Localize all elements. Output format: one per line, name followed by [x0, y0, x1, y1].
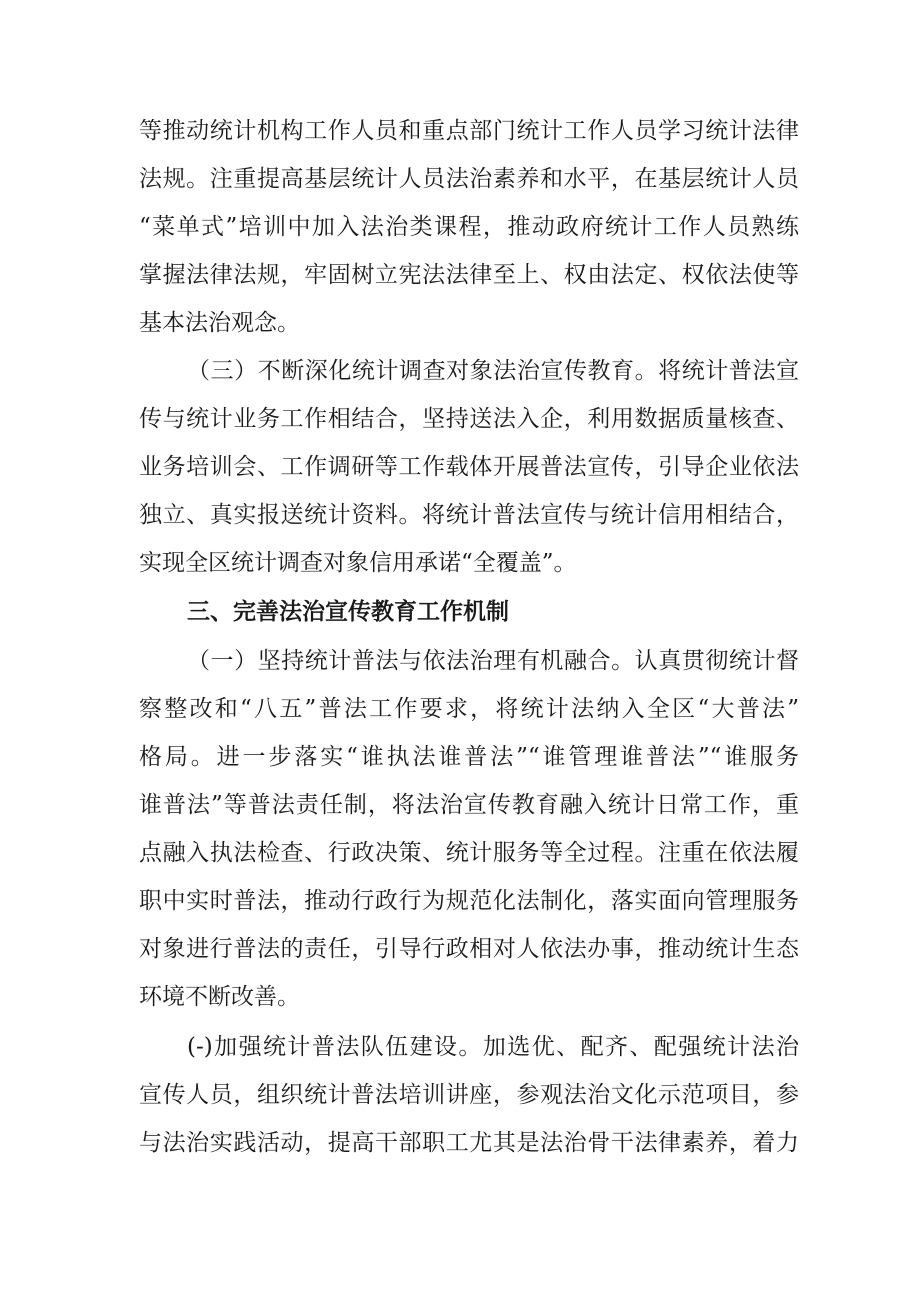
paragraph-line: 宣传人员，组织统计普法培训讲座，参观法治文化示范项目，参	[139, 1082, 799, 1108]
paragraph-line: 业务培训会、工作调研等工作载体开展普法宣传，引导企业依法	[139, 454, 799, 480]
paragraph-line: 职中实时普法，推动行政行为规范化法制化，落实面向管理服务	[139, 888, 799, 914]
paragraph-line: 等推动统计机构工作人员和重点部门统计工作人员学习统计法律	[139, 118, 799, 144]
paragraph-line: “菜单式”培训中加入法治类课程，推动政府统计工作人员熟练	[139, 214, 799, 240]
paragraph-line: 与法治实践活动，提高干部职工尤其是法治骨干法律素养，着力	[139, 1130, 799, 1156]
paragraph-line: 实现全区统计调查对象信用承诺“全覆盖”。	[139, 550, 577, 576]
paragraph-line: 传与统计业务工作相结合，坚持送法入企，利用数据质量核查、	[139, 406, 799, 432]
section-heading: 三、完善法治宣传教育工作机制	[187, 599, 509, 625]
paragraph-line: 格局。进一步落实“谁执法谁普法”“谁管理谁普法”“谁服务	[139, 744, 799, 770]
paragraph-line: (-)加强统计普法队伍建设。加选优、配齐、配强统计法治	[187, 1034, 799, 1060]
paragraph-line: 对象进行普法的责任，引导行政相对人依法办事，推动统计生态	[139, 936, 799, 962]
paragraph-line: 环境不断改善。	[139, 984, 300, 1010]
paragraph-line: 掌握法律法规，牢固树立宪法法律至上、权由法定、权依法使等	[139, 262, 799, 288]
paragraph-line: 谁普法”等普法责任制，将法治宣传教育融入统计日常工作，重	[139, 792, 799, 818]
paragraph-line: （三）不断深化统计调查对象法治宣传教育。将统计普法宣	[187, 358, 799, 384]
paragraph-line: 法规。注重提高基层统计人员法治素养和水平，在基层统计人员	[139, 166, 799, 192]
paragraph-line: 基本法治观念。	[139, 310, 300, 336]
paragraph-line: 察整改和“八五”普法工作要求，将统计法纳入全区“大普法”	[139, 696, 799, 722]
paragraph-line: 独立、真实报送统计资料。将统计普法宣传与统计信用相结合，	[139, 502, 799, 528]
paragraph-line: （一）坚持统计普法与依法治理有机融合。认真贯彻统计督	[187, 648, 799, 674]
paragraph-line: 点融入执法检查、行政决策、统计服务等全过程。注重在依法履	[139, 840, 799, 866]
